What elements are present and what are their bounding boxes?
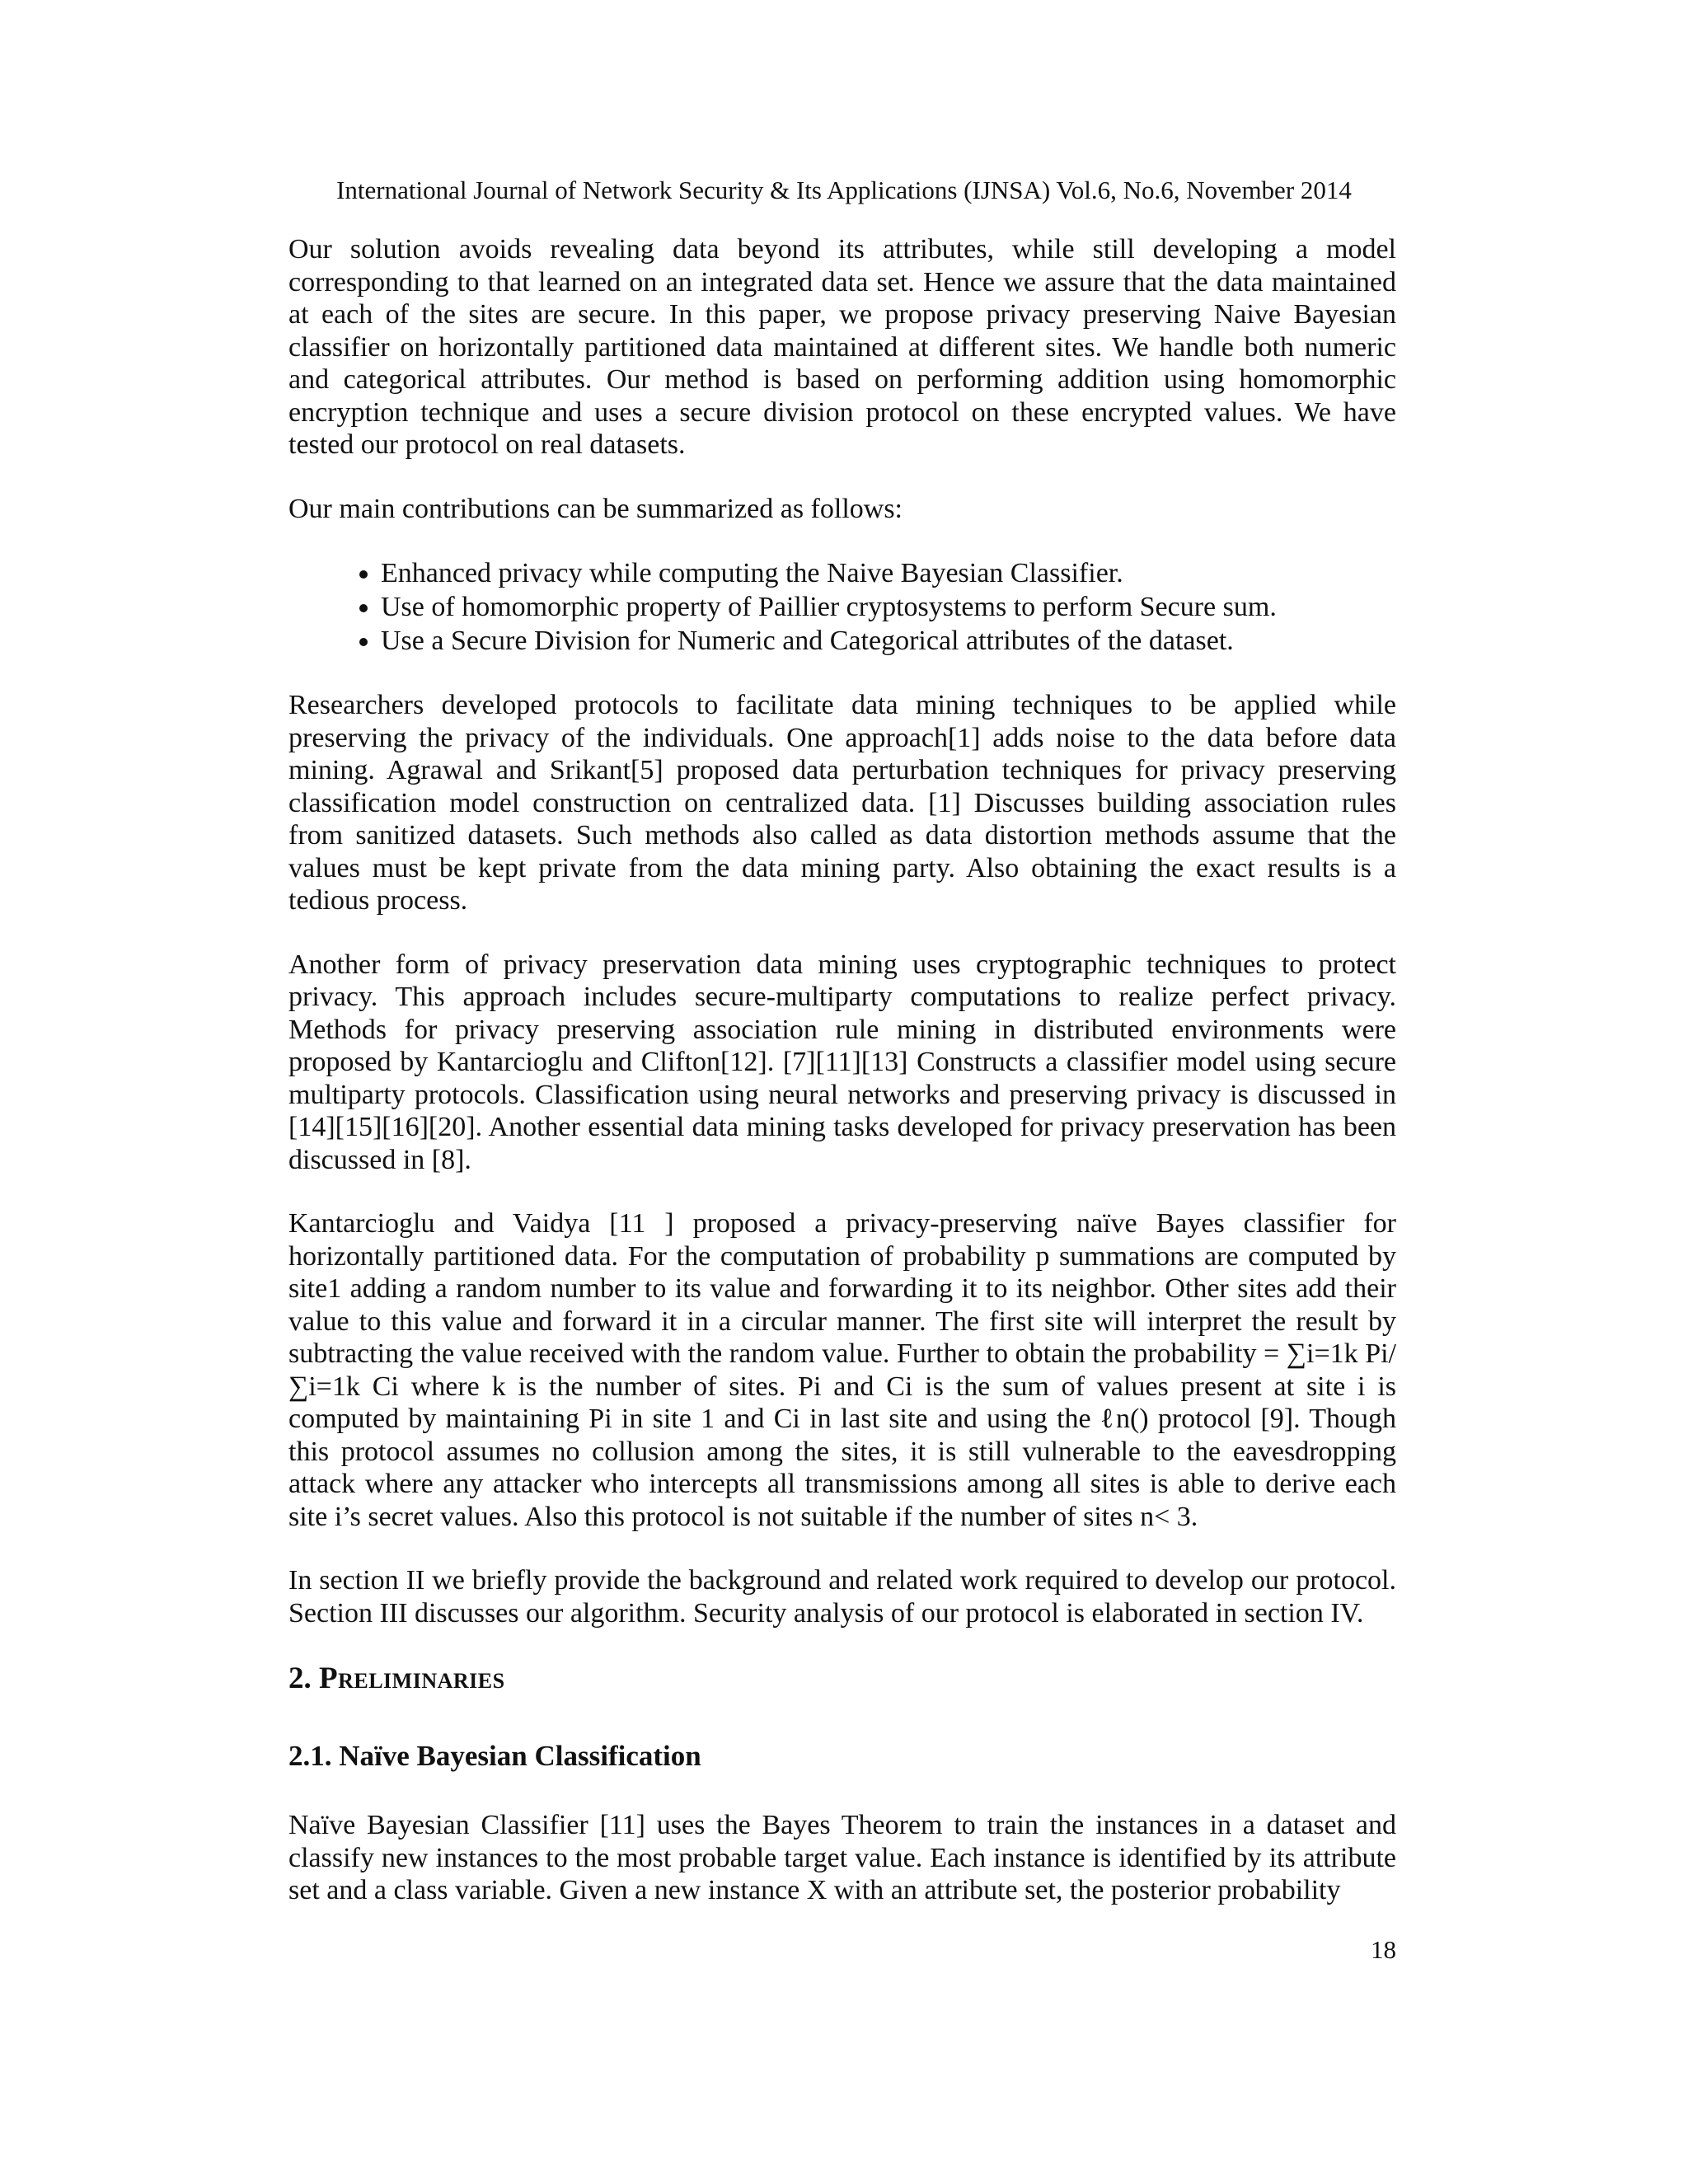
paragraph-related-cryptographic: Another form of privacy preservation data mining uses cryptographic techniques to protect privacy. This approach includes secure-multiparty computations to realize perfect privacy. Methods for privacy preserving association rule mining in distributed environments were proposed by Kantarcioglu and Clifton[12]. [7][11][13] Constructs a classifier model using secure multiparty protocols. Classification using neural networks and preserving privacy is discussed in [14][15][16][20]. Another essential data mining tasks developed for privacy preservation has been discussed in [8]. (288, 949, 1396, 1175)
section-title: Preliminaries (319, 1661, 505, 1695)
paragraph-contributions-intro: Our main contributions can be summarized as follows: (288, 493, 903, 524)
paragraph-related-perturbation: Researchers developed protocols to facilitate data mining techniques to be applied while preserving the privacy of the individuals. One approach[1] adds noise to the data before data mining. Agrawal and Srikant[5] proposed data perturbation techniques for privacy preserving classification model construction on centralized data. [1] Discusses building association rules from sanitized datasets. Such methods also called as data distortion methods assume that the values must be kept private from the data mining party. Also obtaining the exact results is a tedious process. (288, 690, 1396, 916)
page-number: 18 (1371, 1935, 1396, 1964)
paragraph-kantarcioglu-vaidya: Kantarcioglu and Vaidya [11 ] proposed a privacy-preserving naïve Bayes classifier for horizontally partitioned data. For the computation of probability p summations are computed by site1 adding a random number to its value and forwarding it to its neighbor. Other sites add their value to this value and forward it in a circular manner. The first site will interpret the result by subtracting the value received with the random value. Further to obtain the probability = ∑i=1k Pi/∑i=1k Ci where k is the number of sites. Pi and Ci is the sum of values present at site i is computed by maintaining Pi in site 1 and Ci in last site and using the ℓn() protocol [9]. Though this protocol assumes no collusion among the sites, it is still vulnerable to the eavesdropping attack where any attacker who intercepts all transmissions among all sites is able to derive each site i’s secret values. Also this protocol is not suitable if the number of sites n< 3. (288, 1208, 1396, 1532)
section-number: 2. (288, 1661, 312, 1695)
paragraph-solution-overview: Our solution avoids revealing data beyond its attributes, while still developing a model corresponding to that learned on an integrated data set. Hence we assure that the data maintained at each of the sites are secure. In this paper, we propose privacy preserving Naive Bayesian classifier on horizontally partitioned data maintained at different sites. We handle both numeric and categorical attributes. Our method is based on performing addition using homomorphic encryption technique and uses a secure division protocol on these encrypted values. We have tested our protocol on real datasets. (288, 234, 1396, 460)
paragraph-naive-bayes-definition: Naïve Bayesian Classifier [11] uses the Bayes Theorem to train the instances in a dataset and classify new instances to the most probable target value. Each instance is identified by its attribute set and a class variable. Given a new instance X with an attribute set, the posterior probability (288, 1810, 1396, 1905)
list-item: • Use a Secure Division for Numeric and Categorical attributes of the dataset. (381, 624, 1396, 658)
contributions-list (288, 556, 1396, 658)
paragraph-paper-organization: In section II we briefly provide the background and related work required to develop our protocol. Section III discusses our algorithm. Security analysis of our protocol is elaborated in section IV. (288, 1565, 1396, 1629)
running-header: International Journal of Network Security & Its Applications (IJNSA) Vol.6, No.6, November 2014 (336, 176, 1352, 204)
list-item: • Use of homomorphic property of Paillier cryptosystems to perform Secure sum. (381, 590, 1396, 624)
page-body (288, 233, 1396, 1938)
subsection-heading-naive-bayes: 2.1. Naïve Bayesian Classification (288, 1740, 701, 1772)
list-item: • Enhanced privacy while computing the Naive Bayesian Classifier. (381, 556, 1396, 590)
section-heading-preliminaries (288, 1661, 1396, 1697)
